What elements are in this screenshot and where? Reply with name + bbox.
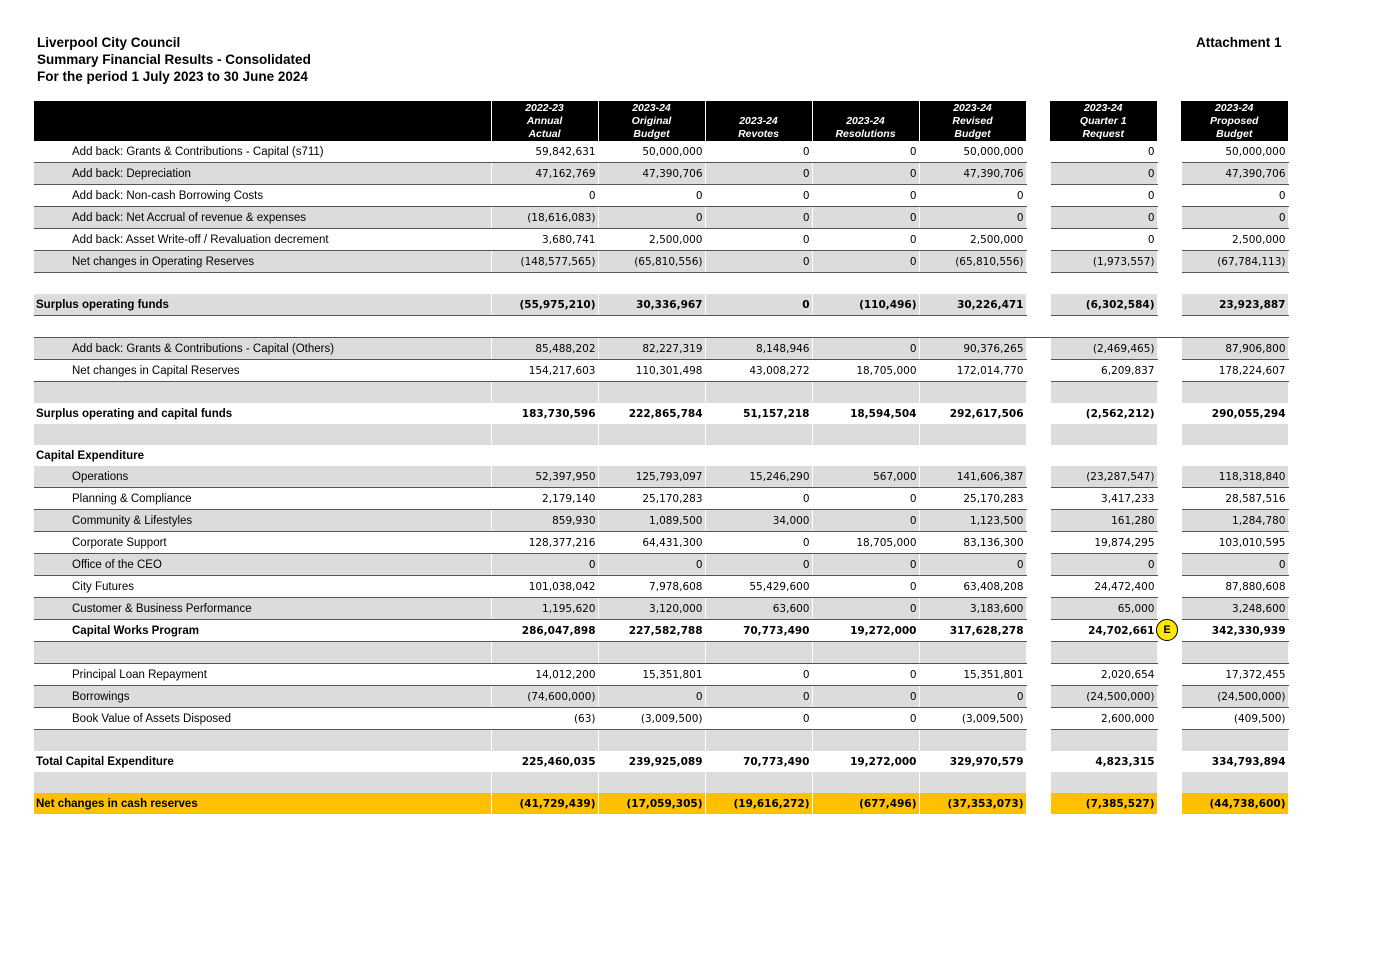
cell-original-budget: 125,793,097 [598,466,705,488]
cell-quarter1-request: 0 [1050,185,1157,207]
cell-revotes: 0 [705,532,812,554]
cell-quarter1-request: 0 [1050,229,1157,251]
cell-annual-actual: (74,600,000) [491,686,598,708]
row-label: Add back: Non-cash Borrowing Costs [34,185,491,207]
row-label: Office of the CEO [34,554,491,576]
cell-original-budget: (17,059,305) [598,793,705,814]
cell-annual-actual: (63) [491,708,598,730]
annotation-badge: E [1156,619,1178,641]
cell-annual-actual: 14,012,200 [491,664,598,686]
table-row-surplus-operating-capital [34,403,1288,424]
cell-revotes: 0 [705,488,812,510]
cell-original-budget: 1,089,500 [598,510,705,532]
table-row [34,510,1288,532]
cell-revotes: 15,246,290 [705,466,812,488]
col-header-annual-actual: 2022-23 Annual Actual [491,101,598,141]
cell-revised-budget: 3,183,600 [919,598,1026,620]
header-gap [1026,101,1050,141]
cell-resolutions: 567,000 [812,466,919,488]
cell-revised-budget: 141,606,387 [919,466,1026,488]
cell-resolutions: 0 [812,207,919,229]
table-row [34,488,1288,510]
cell-revotes: 51,157,218 [705,403,812,424]
cell-revotes: 34,000 [705,510,812,532]
cell-proposed-budget: (409,500) [1181,708,1288,730]
spacer-row [34,382,1288,404]
cell-quarter1-request: (2,562,212) [1050,403,1157,424]
cell-proposed-budget: 290,055,294 [1181,403,1288,424]
cell-proposed-budget: 87,906,800 [1181,338,1288,360]
cell-quarter1-request: (6,302,584) [1050,294,1157,316]
row-label: Operations [34,466,491,488]
cell-resolutions: 0 [812,229,919,251]
row-label: Capital Works Program [34,620,491,642]
spacer-row [34,424,1288,445]
council-name: Liverpool City Council [37,35,181,50]
cell-original-budget: 0 [598,207,705,229]
cell-original-budget: 0 [598,686,705,708]
cell-quarter1-request: 4,823,315 [1050,751,1157,772]
row-label: Add back: Asset Write-off / Revaluation decrement [34,229,491,251]
cell-original-budget: (3,009,500) [598,708,705,730]
cell-annual-actual: 1,195,620 [491,598,598,620]
cell-proposed-budget: 23,923,887 [1181,294,1288,316]
cell-resolutions: (110,496) [812,294,919,316]
cell-proposed-budget: 3,248,600 [1181,598,1288,620]
table-row [34,598,1288,620]
cell-original-budget: 64,431,300 [598,532,705,554]
cell-original-budget: 82,227,319 [598,338,705,360]
row-label: Add back: Net Accrual of revenue & expenses [34,207,491,229]
cell-proposed-budget: 103,010,595 [1181,532,1288,554]
cell-original-budget: 25,170,283 [598,488,705,510]
cell-revised-budget: 50,000,000 [919,141,1026,163]
cell-revotes: (19,616,272) [705,793,812,814]
cell-proposed-budget: (67,784,113) [1181,251,1288,273]
cell-revised-budget: (3,009,500) [919,708,1026,730]
report-title: Summary Financial Results - Consolidated [37,52,311,67]
row-label: Net changes in Operating Reserves [34,251,491,273]
cell-annual-actual: 0 [491,554,598,576]
row-label: Net changes in Capital Reserves [34,360,491,382]
cell-proposed-budget: 28,587,516 [1181,488,1288,510]
cell-proposed-budget: 0 [1181,554,1288,576]
cell-annual-actual: 52,397,950 [491,466,598,488]
cell-original-budget: 227,582,788 [598,620,705,642]
cell-original-budget: 0 [598,554,705,576]
table-row [34,708,1288,730]
cell-quarter1-request: 0 [1050,141,1157,163]
cell-quarter1-request: 24,702,661 [1050,620,1157,642]
cell-original-budget: (65,810,556) [598,251,705,273]
financial-summary-table [34,101,1289,814]
cell-revotes: 0 [705,185,812,207]
table-row-total-capital-expenditure [34,751,1288,772]
cell-proposed-budget: 178,224,607 [1181,360,1288,382]
cell-revotes: 0 [705,664,812,686]
cell-quarter1-request: (24,500,000) [1050,686,1157,708]
table-row-net-changes-cash-reserves [34,793,1288,814]
cell-quarter1-request: 65,000 [1050,598,1157,620]
cell-quarter1-request: 161,280 [1050,510,1157,532]
cell-resolutions: 0 [812,686,919,708]
table-row [34,163,1288,185]
cell-revised-budget: 15,351,801 [919,664,1026,686]
table-row [34,360,1288,382]
cell-revotes: 0 [705,554,812,576]
cell-revotes: 70,773,490 [705,751,812,772]
cell-proposed-budget: (24,500,000) [1181,686,1288,708]
cell-quarter1-request: (1,973,557) [1050,251,1157,273]
table-row [34,466,1288,488]
report-period: For the period 1 July 2023 to 30 June 2024 [37,69,308,84]
cell-revotes: 0 [705,251,812,273]
table-row [34,185,1288,207]
cell-resolutions: 0 [812,141,919,163]
cell-proposed-budget: 47,390,706 [1181,163,1288,185]
cell-revotes: 8,148,946 [705,338,812,360]
cell-revised-budget: 329,970,579 [919,751,1026,772]
cell-original-budget: 15,351,801 [598,664,705,686]
cell-resolutions: 19,272,000 [812,620,919,642]
cell-revised-budget: 2,500,000 [919,229,1026,251]
cell-resolutions: 0 [812,708,919,730]
col-header-quarter1-request: 2023-24 Quarter 1 Request [1050,101,1157,141]
cell-revotes: 0 [705,294,812,316]
cell-quarter1-request: 19,874,295 [1050,532,1157,554]
col-header-proposed-budget: 2023-24 Proposed Budget [1181,101,1288,141]
cell-resolutions: 0 [812,163,919,185]
cell-revised-budget: 47,390,706 [919,163,1026,185]
cell-resolutions: 18,705,000 [812,532,919,554]
cell-original-budget: 0 [598,185,705,207]
row-label: Add back: Grants & Contributions - Capital (s711) [34,141,491,163]
cell-revised-budget: 83,136,300 [919,532,1026,554]
table-row [34,338,1288,360]
cell-original-budget: 3,120,000 [598,598,705,620]
cell-annual-actual: 59,842,631 [491,141,598,163]
cell-revised-budget: 90,376,265 [919,338,1026,360]
cell-revotes: 0 [705,163,812,185]
row-label: City Futures [34,576,491,598]
cell-annual-actual: 2,179,140 [491,488,598,510]
cell-annual-actual: 85,488,202 [491,338,598,360]
cell-resolutions: 18,705,000 [812,360,919,382]
cell-revotes: 0 [705,207,812,229]
cell-annual-actual: 183,730,596 [491,403,598,424]
cell-proposed-budget: 50,000,000 [1181,141,1288,163]
cell-original-budget: 222,865,784 [598,403,705,424]
cell-revised-budget: 0 [919,686,1026,708]
row-label: Add back: Grants & Contributions - Capital (Others) [34,338,491,360]
cell-proposed-budget: 334,793,894 [1181,751,1288,772]
cell-original-budget: 2,500,000 [598,229,705,251]
cell-revised-budget: 0 [919,554,1026,576]
row-label: Net changes in cash reserves [34,793,491,814]
spacer-row [34,772,1288,793]
cell-proposed-budget: 118,318,840 [1181,466,1288,488]
col-header-revised-budget: 2023-24 Revised Budget [919,101,1026,141]
cell-quarter1-request: (2,469,465) [1050,338,1157,360]
table-row-capital-works-program [34,620,1288,642]
col-header-resolutions: 2023-24 Resolutions [812,101,919,141]
cell-annual-actual: 225,460,035 [491,751,598,772]
cell-original-budget: 7,978,608 [598,576,705,598]
table-row [34,576,1288,598]
cell-proposed-budget: (44,738,600) [1181,793,1288,814]
table-row [34,141,1288,163]
cell-proposed-budget: 1,284,780 [1181,510,1288,532]
cell-annual-actual: 128,377,216 [491,532,598,554]
cell-revised-budget: 0 [919,185,1026,207]
cell-revotes: 0 [705,708,812,730]
cell-quarter1-request: 6,209,837 [1050,360,1157,382]
cell-revised-budget: 1,123,500 [919,510,1026,532]
cell-revised-budget: 172,014,770 [919,360,1026,382]
table-row-surplus-operating [34,294,1288,316]
cell-proposed-budget: 2,500,000 [1181,229,1288,251]
cell-annual-actual: 286,047,898 [491,620,598,642]
row-label: Customer & Business Performance [34,598,491,620]
cell-proposed-budget: 87,880,608 [1181,576,1288,598]
cell-original-budget: 30,336,967 [598,294,705,316]
cell-resolutions: 0 [812,510,919,532]
col-header-original-budget: 2023-24 Original Budget [598,101,705,141]
row-label: Total Capital Expenditure [34,751,491,772]
row-label: Add back: Depreciation [34,163,491,185]
col-header-revotes: 2023-24 Revotes [705,101,812,141]
cell-revised-budget: 317,628,278 [919,620,1026,642]
cell-proposed-budget: 17,372,455 [1181,664,1288,686]
section-title: Capital Expenditure [34,445,491,466]
cell-annual-actual: (55,975,210) [491,294,598,316]
spacer-row [34,730,1288,752]
cell-quarter1-request: 24,472,400 [1050,576,1157,598]
cell-quarter1-request: (7,385,527) [1050,793,1157,814]
cell-proposed-budget: 0 [1181,185,1288,207]
cell-resolutions: 18,594,504 [812,403,919,424]
header-gap [1157,101,1181,141]
cell-quarter1-request: 2,600,000 [1050,708,1157,730]
cell-annual-actual: 0 [491,185,598,207]
cell-resolutions: 0 [812,664,919,686]
cell-annual-actual: (18,616,083) [491,207,598,229]
cell-resolutions: 0 [812,185,919,207]
cell-quarter1-request: (23,287,547) [1050,466,1157,488]
cell-revised-budget: (65,810,556) [919,251,1026,273]
attachment-label: Attachment 1 [1196,35,1282,50]
cell-original-budget: 110,301,498 [598,360,705,382]
cell-quarter1-request: 0 [1050,163,1157,185]
cell-resolutions: (677,496) [812,793,919,814]
cell-annual-actual: 47,162,769 [491,163,598,185]
cell-resolutions: 0 [812,554,919,576]
cell-quarter1-request: 0 [1050,207,1157,229]
cell-annual-actual: (41,729,439) [491,793,598,814]
cell-quarter1-request: 0 [1050,554,1157,576]
cell-proposed-budget: 0 [1181,207,1288,229]
row-label: Borrowings [34,686,491,708]
cell-original-budget: 50,000,000 [598,141,705,163]
cell-resolutions: 0 [812,488,919,510]
table-row [34,686,1288,708]
row-label: Planning & Compliance [34,488,491,510]
cell-annual-actual: 154,217,603 [491,360,598,382]
cell-revised-budget: 30,226,471 [919,294,1026,316]
row-label: Surplus operating and capital funds [34,403,491,424]
section-row-capital-expenditure [34,445,1288,466]
table-row [34,207,1288,229]
cell-resolutions: 0 [812,251,919,273]
cell-resolutions: 0 [812,338,919,360]
row-label: Principal Loan Repayment [34,664,491,686]
cell-revotes: 55,429,600 [705,576,812,598]
cell-original-budget: 239,925,089 [598,751,705,772]
table-row [34,229,1288,251]
header-label-cell [34,101,491,141]
cell-original-budget: 47,390,706 [598,163,705,185]
cell-revised-budget: 292,617,506 [919,403,1026,424]
cell-resolutions: 0 [812,598,919,620]
table-row [34,554,1288,576]
cell-revotes: 70,773,490 [705,620,812,642]
cell-revised-budget: 25,170,283 [919,488,1026,510]
cell-annual-actual: (148,577,565) [491,251,598,273]
row-label: Surplus operating funds [34,294,491,316]
cell-revotes: 0 [705,686,812,708]
cell-revotes: 0 [705,229,812,251]
cell-annual-actual: 3,680,741 [491,229,598,251]
row-label: Corporate Support [34,532,491,554]
cell-annual-actual: 101,038,042 [491,576,598,598]
cell-revotes: 43,008,272 [705,360,812,382]
spacer-row [34,316,1288,338]
table-header-row [34,101,1288,141]
row-label: Community & Lifestyles [34,510,491,532]
table-row [34,664,1288,686]
cell-revised-budget: 63,408,208 [919,576,1026,598]
row-label: Book Value of Assets Disposed [34,708,491,730]
spacer-row [34,642,1288,664]
cell-resolutions: 19,272,000 [812,751,919,772]
cell-proposed-budget: 342,330,939 [1181,620,1288,642]
cell-revised-budget: 0 [919,207,1026,229]
cell-revised-budget: (37,353,073) [919,793,1026,814]
cell-revotes: 0 [705,141,812,163]
report-title-block [37,34,311,85]
cell-quarter1-request: 2,020,654 [1050,664,1157,686]
cell-revotes: 63,600 [705,598,812,620]
cell-resolutions: 0 [812,576,919,598]
cell-annual-actual: 859,930 [491,510,598,532]
table-row [34,532,1288,554]
table-row [34,251,1288,273]
spacer-row [34,273,1288,295]
cell-quarter1-request: 3,417,233 [1050,488,1157,510]
